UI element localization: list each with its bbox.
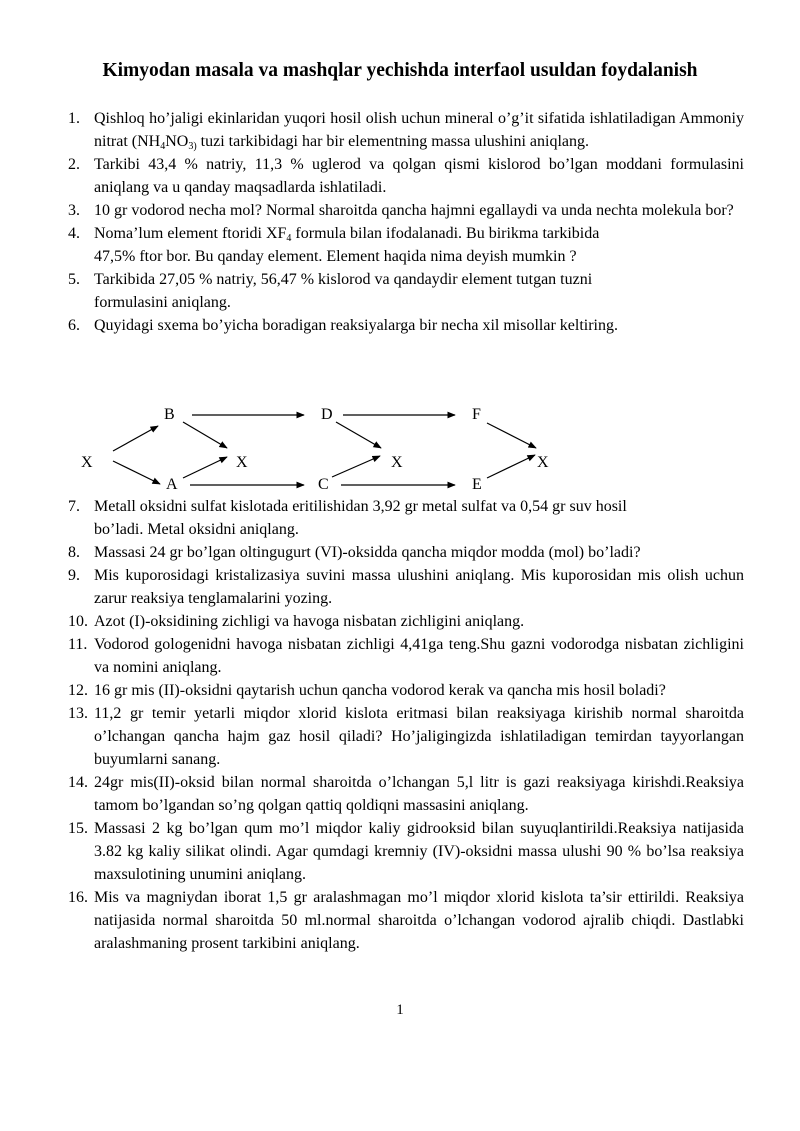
problem-item-7 [68,495,744,541]
problem-item-3 [68,199,744,222]
scheme-node-x-end: X [537,454,549,471]
item-number: 16. [68,889,88,906]
problem-item-9 [68,564,744,610]
item-text: 10 gr vodorod necha mol? Normal sharoitda qancha hajmni egallaydi va unda nechta molekula bor? [94,202,734,219]
scheme-node-x-start: X [81,454,93,471]
problem-item-4 [68,222,744,268]
scheme-node-d: D [321,406,333,423]
item-number: 3. [68,202,80,219]
scheme-node-f: F [472,406,481,423]
problem-item-14 [68,771,744,817]
item-text: Tarkibi 43,4 % natriy, 11,3 % uglerod va qolgan qismi kislorod bo’lgan moddani formulasini aniqlang va u qanday maqsadlarda ishlatiladi. [94,156,744,196]
scheme-node-c: C [318,476,329,493]
problem-item-8 [68,541,744,564]
scheme-node-e: E [472,476,482,493]
scheme-node-b: B [164,406,175,423]
item-text: Mis va magniydan iborat 1,5 gr aralashmagan mo’l miqdor xlorid kislota ta’sir ettirildi. Reaksiya natijasida normal sharoitda 50 ml.normal sharoitda o’lchangan vodorod ajralib chiqdi. Dastlabki aralashmaning prosent tarkibini aniqlang. [94,889,744,952]
item-number: 7. [68,498,80,515]
scheme-node-a: A [166,476,178,493]
item-text: Massasi 2 kg bo’lgan qum mo’l miqdor kaliy gidrooksid bilan suyuqlantirildi.Reaksiya natijasida 3.82 kg kaliy silikat olindi. Agar qumdagi kremniy (IV)-oksidni massa ulushi 90 % bo’lsa reaksiya maxsulotining unumini aniqlang. [94,820,744,883]
problem-item-5 [68,268,744,314]
item-number: 6. [68,317,80,334]
item-number: 9. [68,567,80,584]
item-text: Massasi 24 gr bo’lgan oltingugurt (VI)-oksidda qancha miqdor modda (mol) bo’ladi? [94,544,641,561]
arrow-b-to-x [183,422,227,448]
item-text: Noma’lum element ftoridi $XF_4$ formula bilan ifodalanadi. Bu birikma tarkibida 47,5% ftor bor. Bu qanday element. Element haqida nima deyish mumkin ? [94,225,600,265]
page-number: 1 [396,1002,404,1018]
problem-item-11 [68,633,744,679]
arrow-x-to-a [113,461,160,484]
problem-item-16 [68,886,744,955]
item-number: 15. [68,820,88,837]
item-number: 14. [68,774,88,791]
item-text: 16 gr mis (II)-oksidni qaytarish uchun qancha vodorod kerak va qancha mis hosil boladi? [94,682,666,699]
item-number: 12. [68,682,88,699]
item-number: 4. [68,225,80,242]
problem-item-6 [68,314,744,337]
scheme-arrows [0,398,800,498]
problem-item-1 [68,107,744,153]
item-number: 13. [68,705,88,722]
item-number: 11. [68,636,88,653]
item-number: 8. [68,544,80,561]
arrow-c-to-x [332,456,380,477]
item-number: 10. [68,613,88,630]
item-number: 5. [68,271,80,288]
problem-item-13 [68,702,744,771]
problem-item-12 [68,679,744,702]
problem-item-10 [68,610,744,633]
item-text: Mis kuporosidagi kristalizasiya suvini massa ulushini aniqlang. Mis kuporosidan mis olish uchun zarur reaksiya tenglamalarini yozing. [94,567,744,607]
item-text: Tarkibida 27,05 % natriy, 56,47 % kislorod va qandaydir element tutgan tuzni formulasini aniqlang. [94,271,593,311]
item-text: 11,2 gr temir yetarli miqdor xlorid kislota eritmasi bilan reaksiyaga kirishib normal sharoitda o’lchangan qancha hajm gaz hosil qiladi? Ho’jaligingizda ishlatiladigan temirdan tayyorlangan buyumlarni sanang. [94,705,744,768]
item-text: 24gr mis(II)-oksid bilan normal sharoitda o’lchangan 5,l litr is gazi reaksiyaga kirishdi.Reaksiya tamom bo’lgandan so’ng qolgan qattiq qoldiqni massasini aniqlang. [94,774,744,814]
arrow-x-to-b [113,426,158,451]
reaction-scheme [0,398,800,498]
arrow-a-to-x [183,457,227,478]
arrow-d-to-x [336,422,381,448]
item-text: Azot (I)-oksidining zichligi va havoga nisbatan zichligini aniqlang. [94,613,525,630]
item-text: Qishloq ho’jaligi ekinlaridan yuqori hosil olish uchun mineral o’g’it sifatida ishlatiladigan Ammoniy nitrat ($NH_4NO_{3)}$ tuzi tarkibidagi har bir elementning massa ulushini aniqlang. [94,110,744,152]
arrow-e-to-x [487,455,535,478]
problem-item-15 [68,817,744,886]
scheme-node-x-1: X [236,454,248,471]
scheme-node-x-2: X [391,454,403,471]
problem-list-part-1 [68,107,744,337]
item-text: Metall oksidni sulfat kislotada eritilishidan 3,92 gr metal sulfat va 0,54 gr suv hosil bo’ladi. Metal oksidni aniqlang. [94,498,627,538]
document-title: Kimyodan masala va mashqlar yechishda interfaol usuldan foydalanish [102,60,698,81]
problem-item-2 [68,153,744,199]
problem-list-part-2 [68,495,744,955]
arrow-f-to-x [487,423,536,448]
item-number: 2. [68,156,80,173]
item-text: Quyidagi sxema bo’yicha boradigan reaksiyalarga bir necha xil misollar keltiring. [94,317,618,334]
item-number: 1. [68,110,80,127]
item-text: Vodorod gologenidni havoga nisbatan zichligi 4,41ga teng.Shu gazni vodorodga nisbatan zichligini va nomini aniqlang. [94,636,744,676]
